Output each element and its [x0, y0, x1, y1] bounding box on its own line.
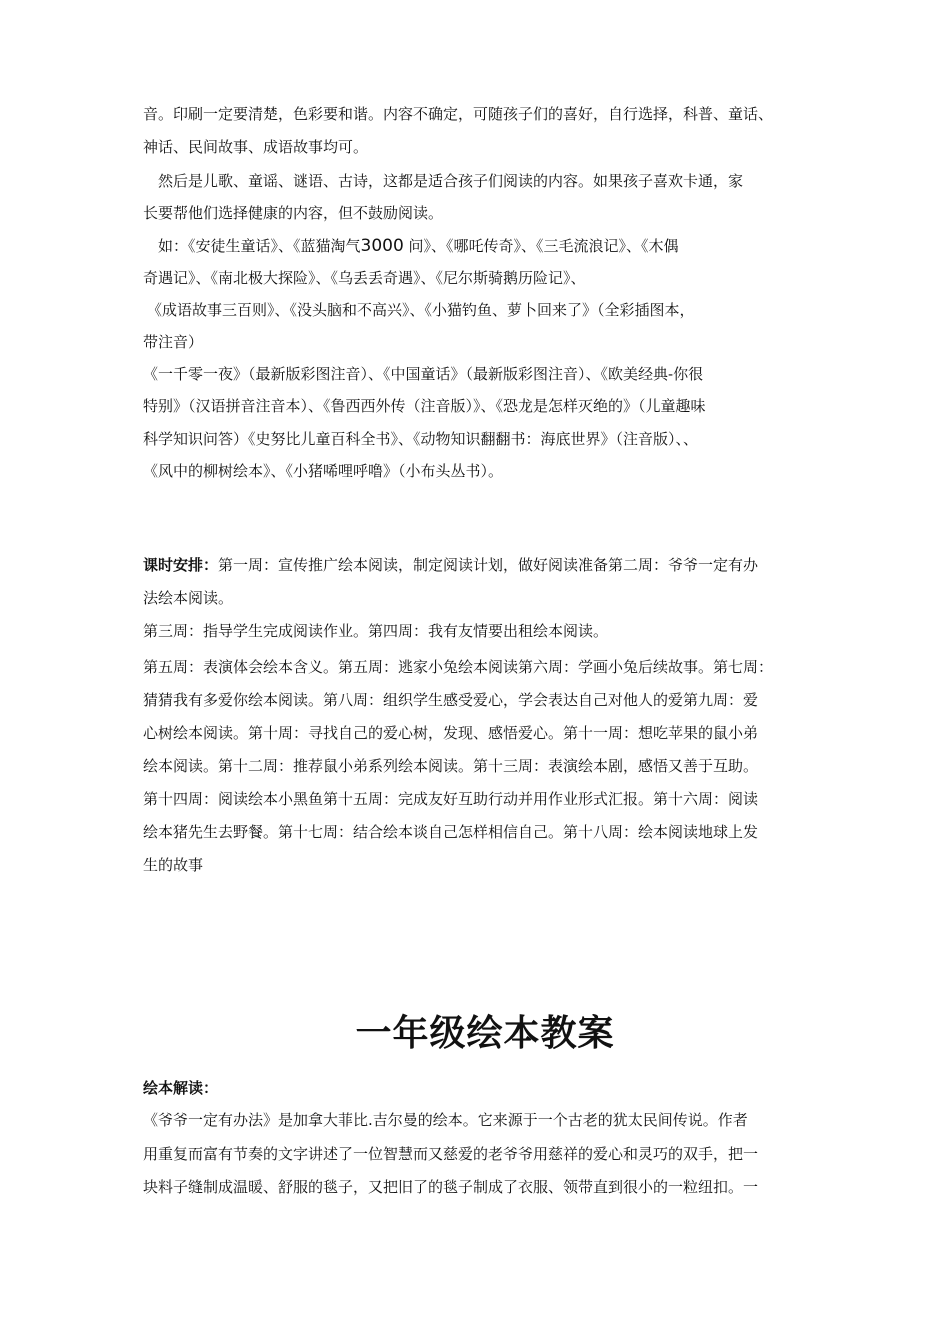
- text-segment: 如：《安徒生童话》、《蓝猫淘气: [143, 237, 361, 255]
- text-line: 带注音）: [143, 333, 204, 351]
- schedule-first-line: [143, 555, 758, 575]
- text-line-with-number: [143, 236, 679, 256]
- text-line: 科学知识问答）《史努比儿童百科全书》、《动物知识翻翻书：海底世界》（注音版）、、: [143, 430, 699, 448]
- text-line: 块料子缝制成温暖、舒服的毯子，又把旧了的毯子制成了衣服、领带直到很小的一粒纽扣。一: [143, 1178, 759, 1196]
- text-line: 神话、民间故事、成语故事均可。: [143, 138, 369, 156]
- text-line: 音。印刷一定要清楚，色彩要和谐。内容不确定，可随孩子们的喜好，自行选择，科普、童话、: [143, 105, 774, 123]
- text-line: 猜猜我有多爱你绘本阅读。第八周：组织学生感受爱心，学会表达自己对他人的爱第九周：爱: [143, 691, 759, 709]
- text-line: 特别》（汉语拼音注音本）、《鲁西西外传（注音版）》、《恐龙是怎样灭绝的》（儿童趣味: [143, 397, 706, 415]
- page-title: 一年级绘本教案: [355, 1013, 615, 1054]
- text-line: 第三周：指导学生完成阅读作业。第四周：我有友情要出租绘本阅读。: [143, 622, 609, 640]
- number-3000: 3000: [360, 236, 404, 256]
- text-line: 心树绘本阅读。第十周：寻找自己的爱心树，发现、感悟爱心。第十一周：想吃苹果的鼠小弟: [143, 724, 759, 742]
- text-line: 绘本猪先生去野餐。第十七周：结合绘本谈自己怎样相信自己。第十八周：绘本阅读地球上发: [143, 823, 759, 841]
- schedule-label: 课时安排：: [143, 556, 219, 574]
- text-line: 第十四周：阅读绘本小黑鱼第十五周：完成友好互助行动并用作业形式汇报。第十六周：阅读: [143, 790, 759, 808]
- text-line: 《一千零一夜》（最新版彩图注音）、《中国童话》（最新版彩图注音）、《欧美经典-你很: [143, 365, 704, 383]
- text-line: 生的故事: [143, 856, 204, 874]
- text-line: 《爷爷一定有办法》是加拿大菲比.吉尔曼的绘本。它来源于一个古老的犹太民间传说。作者: [143, 1111, 748, 1129]
- text-line: 绘本阅读。第十二周：推荐鼠小弟系列绘本阅读。第十三周：表演绘本剧，感悟又善于互助。: [143, 757, 759, 775]
- text-segment: 问》、《哪吒传奇》、《三毛流浪记》、《木偶: [403, 237, 679, 255]
- text-segment: 第一周：宣传推广绘本阅读，制定阅读计划，做好阅读准备第二周：爷爷一定有办: [218, 556, 759, 574]
- text-line: 《成语故事三百则》、《没头脑和不高兴》、《小猫钓鱼、萝卜回来了》（全彩插图本，: [147, 301, 695, 319]
- text-line: 《风中的柳树绘本》、《小猪唏哩呼噜》（小布头丛书）。: [143, 462, 504, 480]
- text-line: 奇遇记》、《南北极大探险》、《乌丢丢奇遇》、《尼尔斯骑鹅历险记》、: [143, 269, 586, 287]
- section-label: 绘本解读：: [143, 1079, 219, 1097]
- text-line: 法绘本阅读。: [143, 589, 234, 607]
- text-line: 用重复而富有节奏的文字讲述了一位智慧而又慈爱的老爷爷用慈祥的爱心和灵巧的双手，把一: [143, 1145, 759, 1163]
- text-line: 长要帮他们选择健康的内容，但不鼓励阅读。: [143, 204, 444, 222]
- text-line: 然后是儿歌、童谣、谜语、古诗，这都是适合孩子们阅读的内容。如果孩子喜欢卡通，家: [143, 172, 744, 190]
- text-line: 第五周：表演体会绘本含义。第五周：逃家小兔绘本阅读第六周：学画小兔后续故事。第七周：: [143, 658, 774, 676]
